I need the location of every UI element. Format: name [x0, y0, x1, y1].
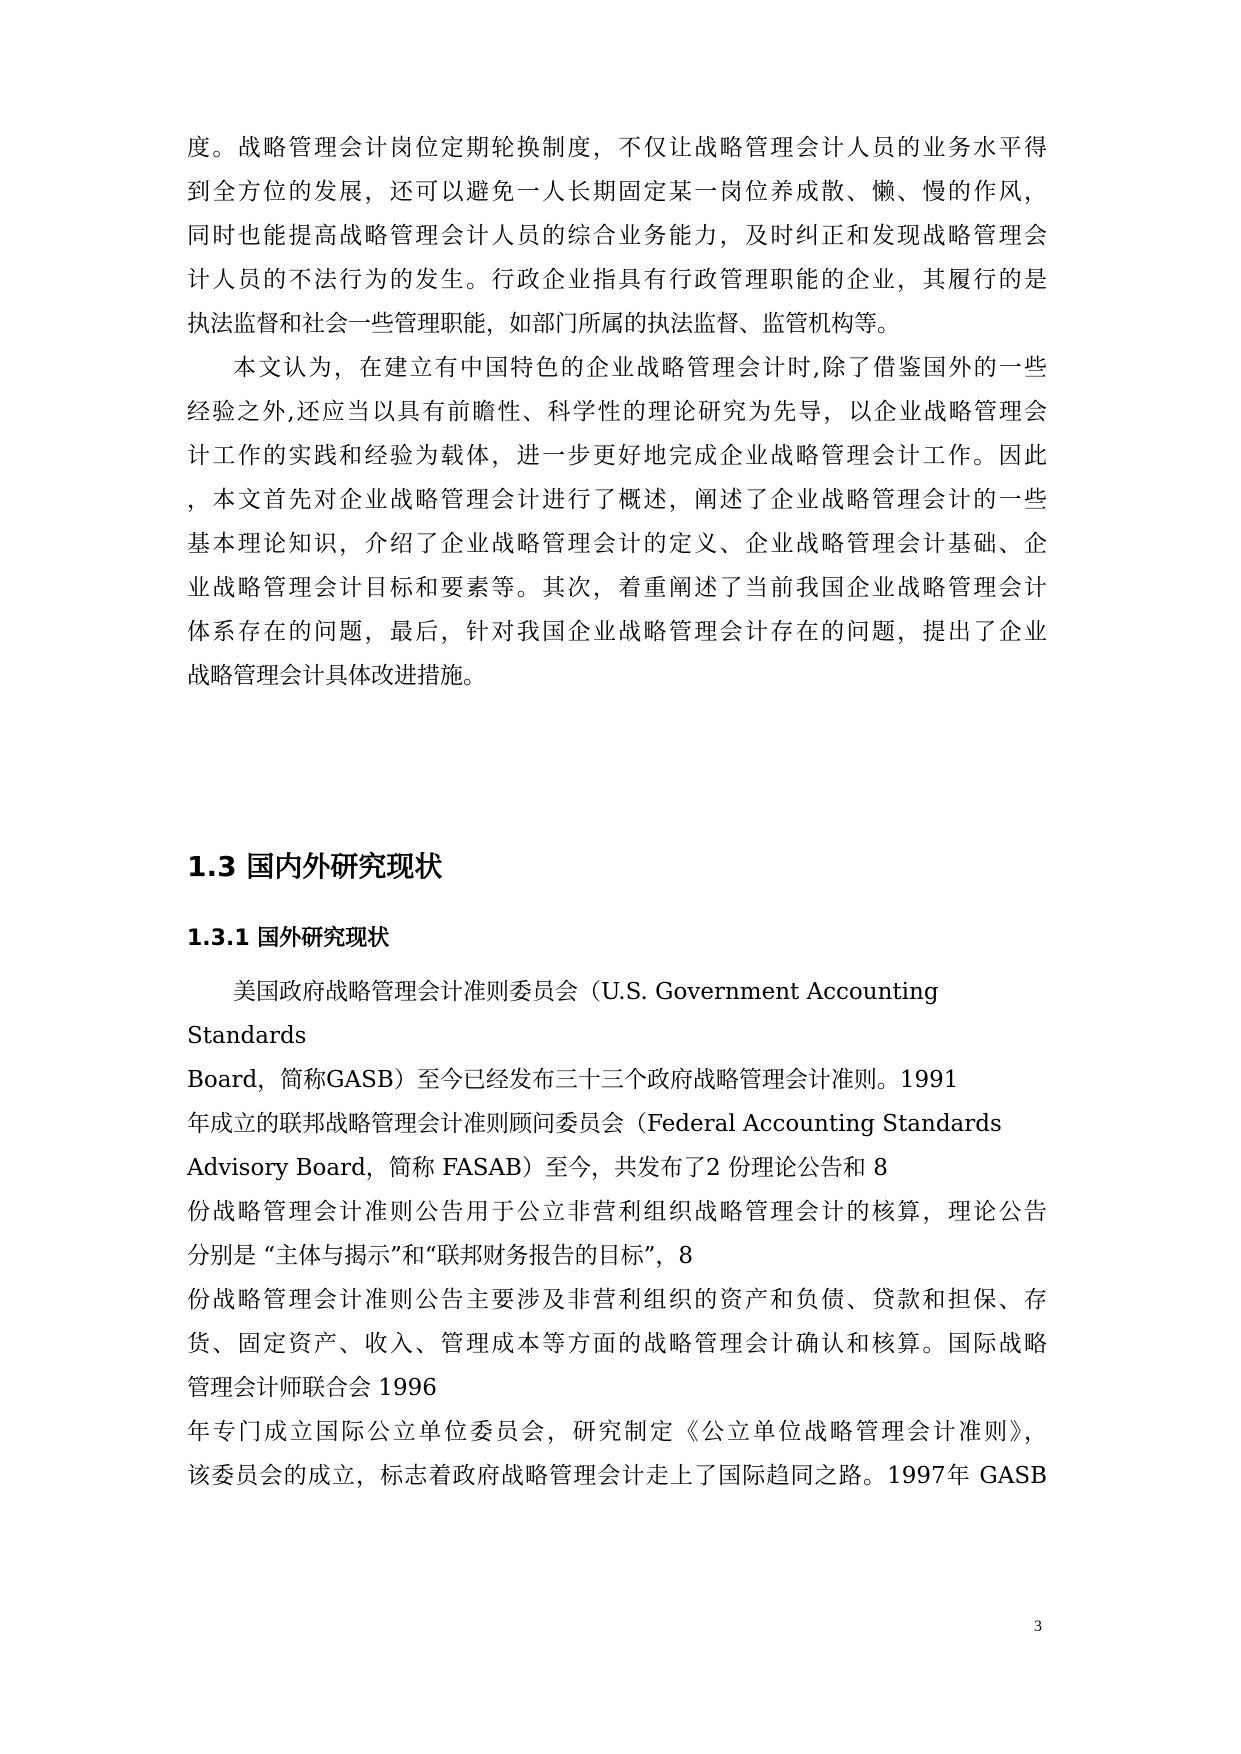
paragraph-line: 计人员的不法行为的发生。行政企业指具有行政管理职能的企业，其履行的是: [187, 267, 1047, 293]
paragraph-line: 管理会计师联合会 1996: [187, 1375, 437, 1401]
paragraph-line: 分别是 “主体与揭示”和“联邦财务报告的目标”，8: [187, 1243, 693, 1269]
paragraph-line: 计工作的实践和经验为载体，进一步更好地完成企业战略管理会计工作。因此: [187, 443, 1047, 469]
paragraph-line: Standards: [187, 1023, 307, 1049]
paragraph-line: 年专门成立国际公立单位委员会，研究制定《公立单位战略管理会计准则》，: [187, 1419, 1047, 1445]
paragraph-line: Advisory Board，简称 FASAB）至今，共发布了2 份理论公告和 8: [187, 1155, 888, 1181]
paragraph-line: 该委员会的成立，标志着政府战略管理会计走上了国际趋同之路。1997年 GASB: [187, 1463, 1047, 1489]
paragraph-line: 体系存在的问题，最后，针对我国企业战略管理会计存在的问题，提出了企业: [187, 619, 1047, 645]
paragraph-line: 经验之外,还应当以具有前瞻性、科学性的理论研究为先导，以企业战略管理会: [187, 399, 1047, 425]
section-heading: 1.3 国内外研究现状: [187, 850, 443, 883]
paragraph-line: 年成立的联邦战略管理会计准则顾问委员会（Federal Accounting Standards: [187, 1111, 1002, 1137]
paragraph-line: 份战略管理会计准则公告主要涉及非营利组织的资产和负债、贷款和担保、存: [187, 1287, 1047, 1313]
paragraph-line: 美国政府战略管理会计准则委员会（U.S. Government Accounting: [233, 979, 939, 1005]
paragraph-line: 货、固定资产、收入、管理成本等方面的战略管理会计确认和核算。国际战略: [187, 1331, 1047, 1357]
subsection-heading: 1.3.1 国外研究现状: [187, 926, 390, 951]
page-number: 3: [1034, 1618, 1042, 1635]
paragraph-line: 本文认为，在建立有中国特色的企业战略管理会计时,除了借鉴国外的一些: [233, 355, 1047, 381]
paragraph-line: 基本理论知识，介绍了企业战略管理会计的定义、企业战略管理会计基础、企: [187, 531, 1047, 557]
paragraph-line: 份战略管理会计准则公告用于公立非营利组织战略管理会计的核算，理论公告: [187, 1199, 1047, 1225]
paragraph-line: 同时也能提高战略管理会计人员的综合业务能力，及时纠正和发现战略管理会: [187, 223, 1047, 249]
paragraph-line: 到全方位的发展，还可以避免一人长期固定某一岗位养成散、懒、慢的作风，: [187, 179, 1047, 205]
paragraph-line: 战略管理会计具体改进措施。: [187, 663, 486, 689]
paragraph-line: 业战略管理会计目标和要素等。其次，着重阐述了当前我国企业战略管理会计: [187, 575, 1047, 601]
paragraph-line: ，本文首先对企业战略管理会计进行了概述，阐述了企业战略管理会计的一些: [187, 487, 1047, 513]
paragraph-line: 执法监督和社会一些管理职能，如部门所属的执法监督、监管机构等。: [187, 311, 900, 337]
paragraph-line: Board，简称GASB）至今已经发布三十三个政府战略管理会计准则。1991: [187, 1067, 959, 1093]
paragraph-line: 度。战略管理会计岗位定期轮换制度，不仅让战略管理会计人员的业务水平得: [187, 135, 1047, 161]
